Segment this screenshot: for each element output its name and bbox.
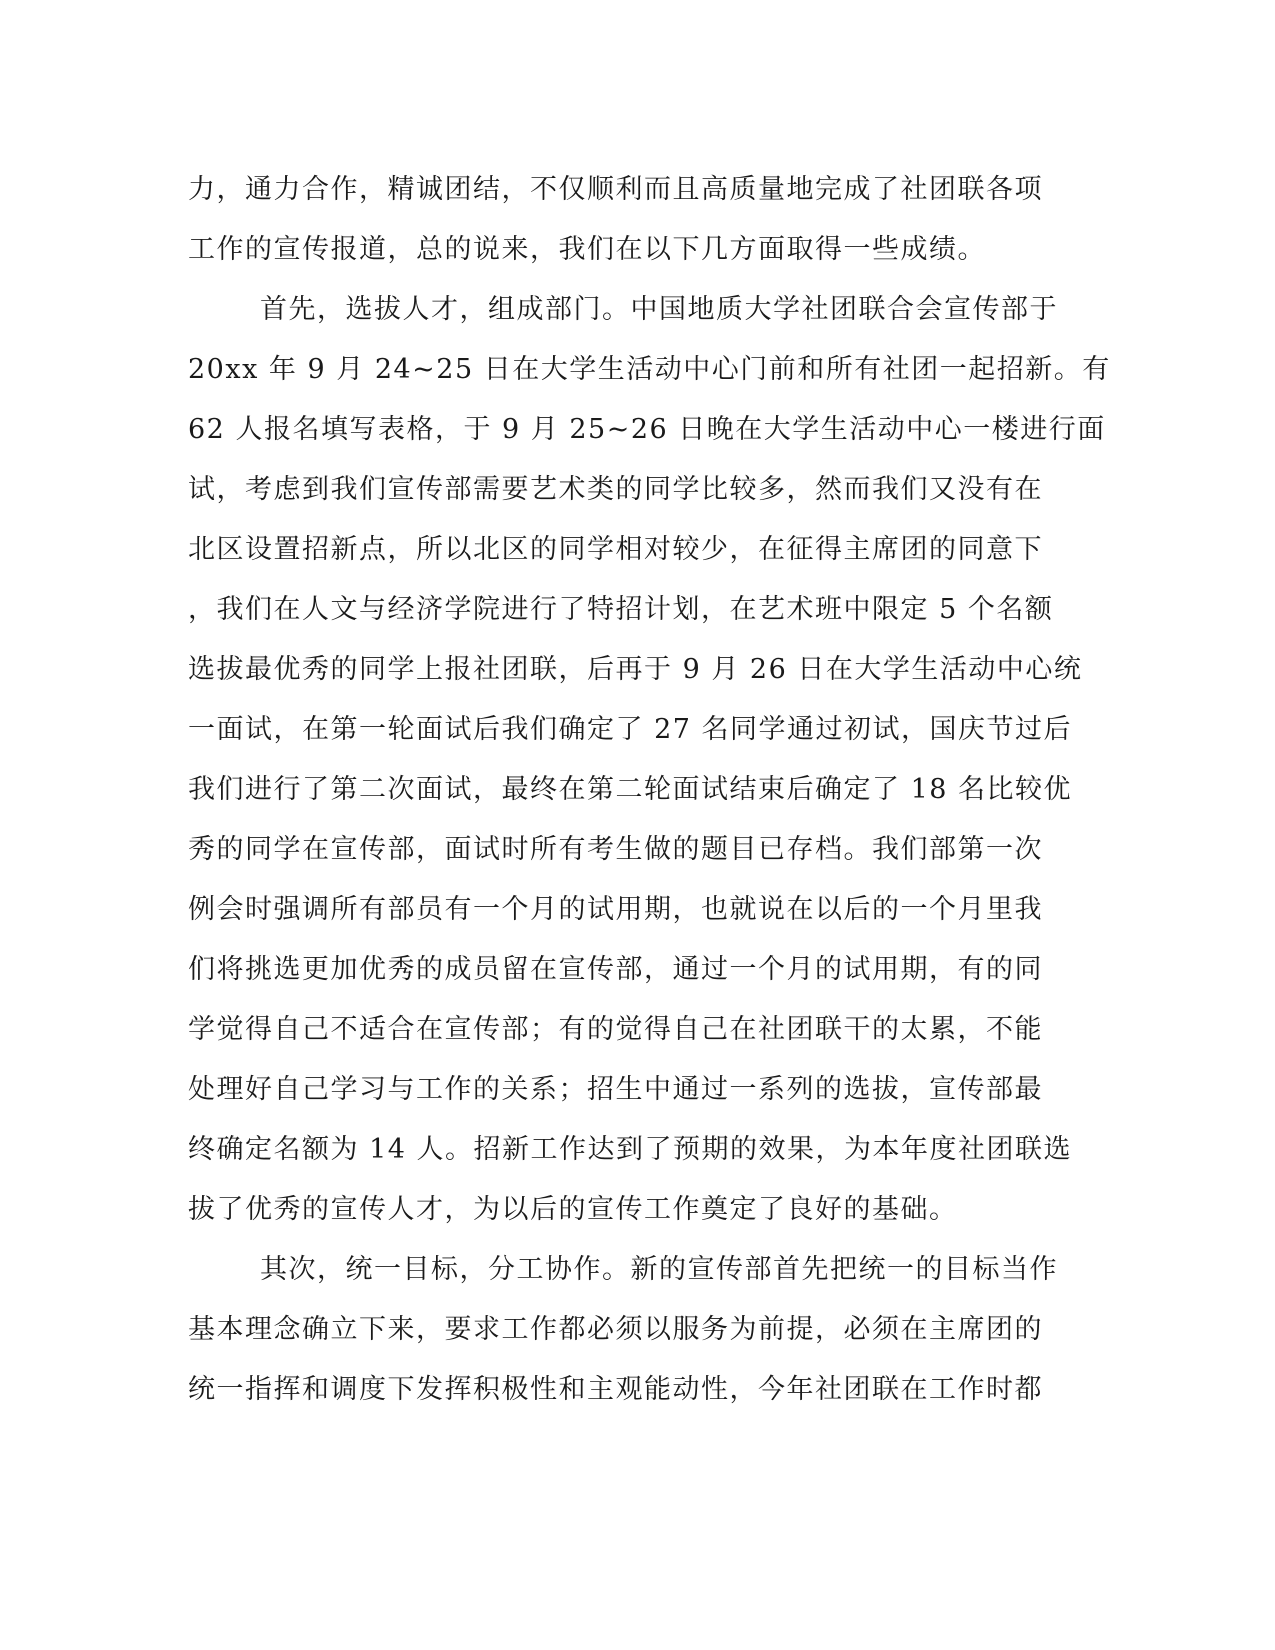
- text-line: 一面试，在第一轮面试后我们确定了 27 名同学通过初试，国庆节过后: [188, 714, 1073, 745]
- text-line: 北区设置招新点，所以北区的同学相对较少，在征得主席团的同意下: [188, 534, 1043, 565]
- text-line: 终确定名额为 14 人。招新工作达到了预期的效果，为本年度社团联选: [188, 1134, 1073, 1165]
- text-line: 试，考虑到我们宣传部需要艺术类的同学比较多，然而我们又没有在: [188, 474, 1043, 505]
- text-line: 学觉得自己不适合在宣传部；有的觉得自己在社团联干的太累，不能: [188, 1014, 1043, 1045]
- text-line: 例会时强调所有部员有一个月的试用期，也就说在以后的一个月里我: [188, 894, 1043, 925]
- document-body: [188, 160, 1111, 1420]
- text-line: 20xx 年 9 月 24~25 日在大学生活动中心门前和所有社团一起招新。有: [188, 354, 1111, 385]
- text-line: 工作的宣传报道，总的说来，我们在以下几方面取得一些成绩。: [188, 234, 986, 265]
- text-line: 们将挑选更加优秀的成员留在宣传部，通过一个月的试用期，有的同: [188, 954, 1043, 985]
- text-line: 选拔最优秀的同学上报社团联，后再于 9 月 26 日在大学生活动中心统: [188, 654, 1083, 685]
- text-line: 处理好自己学习与工作的关系；招生中通过一系列的选拔，宣传部最: [188, 1074, 1043, 1105]
- text-line: 拔了优秀的宣传人才，为以后的宣传工作奠定了良好的基础。: [188, 1194, 958, 1225]
- text-line: 秀的同学在宣传部，面试时所有考生做的题目已存档。我们部第一次: [188, 834, 1043, 865]
- text-line: 统一指挥和调度下发挥积极性和主观能动性，今年社团联在工作时都: [188, 1374, 1043, 1405]
- text-line: 62 人报名填写表格，于 9 月 25~26 日晚在大学生活动中心一楼进行面: [188, 414, 1106, 445]
- paragraph-first-line: 其次，统一目标，分工协作。新的宣传部首先把统一的目标当作: [260, 1254, 1058, 1285]
- text-line: 我们进行了第二次面试，最终在第二轮面试结束后确定了 18 名比较优: [188, 774, 1073, 805]
- paragraph-first-line: 首先，选拔人才，组成部门。中国地质大学社团联合会宣传部于: [260, 294, 1058, 325]
- text-line: 基本理念确立下来，要求工作都必须以服务为前提，必须在主席团的: [188, 1314, 1043, 1345]
- text-line: 力，通力合作，精诚团结，不仅顺利而且高质量地完成了社团联各项: [188, 174, 1043, 205]
- text-line: ，我们在人文与经济学院进行了特招计划，在艺术班中限定 5 个名额: [188, 594, 1054, 625]
